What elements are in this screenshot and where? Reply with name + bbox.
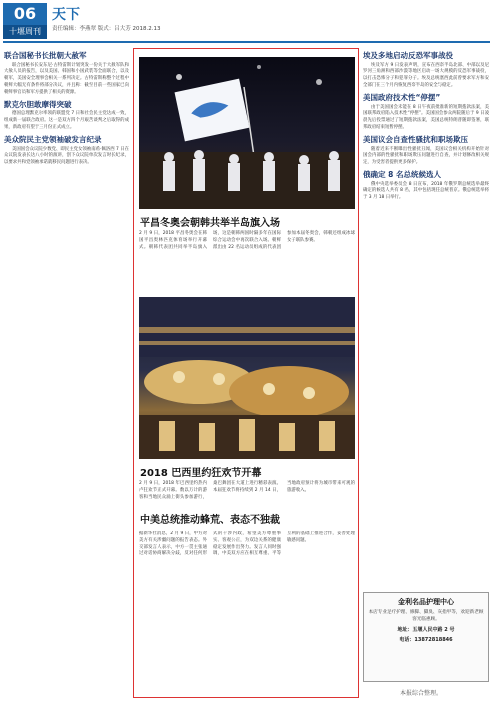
article-body: 美国国会众议院少数党、即民主党女领袖南希·佩洛西 7 日在众议院发表长达八小时的演讲，创下众议院单次发言时长纪录，以要求共和党领袖承诺就移民问题进行表决。 bbox=[4, 146, 129, 166]
photo-caption-title: 2018 巴西里约狂欢节开幕 bbox=[140, 468, 262, 479]
publication-tag: 十堰周刊 bbox=[3, 25, 47, 39]
article-body: 埃及军方 9 日发表声明，宣布在西奈半岛北部、中部以及尼罗河三角洲和西部沙漠等地区启动一场大规模的反恐军事战役，以打击恐怖分子和犯罪分子。埃及总统塞西此前曾要求军方和安全部门在三个月内恢复西奈半岛的安全与稳定。 bbox=[363, 62, 489, 89]
page-number-badge bbox=[3, 3, 47, 39]
right-column bbox=[363, 48, 489, 588]
article-body: 由于美国国会未能在 8 日午夜前批准新的短期拨款法案，美国联邦政府陷入技术性“停摆”。美国国会参众两院随后于 9 日凌晨先后投票通过了短期拨款法案，美国总统特朗普随即签署，联邦政府结束短暂停摆。 bbox=[363, 104, 489, 131]
ad-text: 本店专业足疗护理、修脚、脚臭、灰指甲等，欢迎新老顾客光临惠顾。 bbox=[368, 610, 484, 622]
editor-credits: 责任编辑：李燕翠 版式：吕大芳 2018.2.13 bbox=[52, 26, 161, 32]
article-title: 埃及多地启动反恐军事战役 bbox=[363, 51, 453, 60]
carnival-photo-art bbox=[139, 297, 355, 459]
olympics-photo-art bbox=[139, 57, 355, 209]
photo-caption-body: 2 月 9 日，2018 平昌冬奥会在韩国平昌奥林匹克体育场举行开幕式。朝韩代表团共同举半岛旗入场，这是朝韩两国时隔多年在国际综合运动会中再次联合入场。朝鲜派出由 22 名运动员组成的代表团参加本届冬奥会，韩朝还组成冰球女子联队参赛。 bbox=[139, 231, 355, 250]
article-title: 默克尔胆敢摩得突破 bbox=[4, 99, 72, 109]
carnival-photo bbox=[139, 297, 355, 459]
article-title: 联合国秘书长批朝大赦军 bbox=[4, 51, 87, 60]
article-body: 德国总理默克尔率领的联盟党 7 日和社会民主党达成一致，组成新一届联合政府。这一是双方四个月艰苦谈判之后取得的成果，新政府有望于三月份正式成立。 bbox=[4, 111, 129, 131]
olympics-photo bbox=[139, 57, 355, 209]
article-body: 俄中央选举委员会 8 日宣布，2018 年俄罗斯总统选举最终确定的候选人共有 8 名，其中包括现任总统普京。俄总统选举将于 3 月 18 日举行。 bbox=[363, 181, 489, 201]
page-header bbox=[0, 0, 493, 40]
photo-caption-body: 2 月 9 日，2018 年巴西里约热内卢狂欢节正式开幕。数以万计的游客和当地民众涌上街头参加游行，桑巴舞团在大道上进行精彩表演。本届狂欢节将持续到 2 月 14 日，当地政府预计将为城市带来可观的旅游收入。 bbox=[139, 481, 355, 500]
article-title: 美众院民主党领袖破发言纪录 bbox=[4, 134, 102, 144]
page-number: 06 bbox=[13, 4, 37, 23]
article-title: 中美总统推动蜂荒、表态不独裁 bbox=[140, 515, 280, 526]
feature-box bbox=[133, 48, 359, 698]
article-body: 据新华社消息，2 月 9 日，中方对美方有关涉疆问题的报告表态。外交部发言人表示，中方一贯主张通过对话协商解决分歧，反对任何形式的干涉内政，希望美方尊重事实、客观公正，为双边关系的健康稳定发展作出努力。发言人同时强调，中美双方应在相互尊重、平等互利的基础上推进合作，妥善处理敏感问题。 bbox=[139, 531, 355, 557]
article-body: 随着近来不断曝出性骚扰丑闻，美国议会相关机构开始针对国会内部的性骚扰和职场欺压问题进行自查，并计划修改相关规定，为受害者提供更多保护。 bbox=[363, 146, 489, 166]
article-title: 美国政府技术性“停摆” bbox=[363, 92, 441, 102]
advertisement bbox=[363, 592, 489, 682]
article-title: 俄确定 8 名总统候选人 bbox=[363, 169, 441, 179]
section-title: 天下 bbox=[52, 7, 80, 23]
ad-title: 金利名品护理中心 bbox=[398, 598, 454, 606]
article-title: 美国议会自查性骚扰和职场欺压 bbox=[363, 134, 468, 144]
ad-phone: 电话：13872818846 bbox=[399, 637, 453, 644]
photo-caption-title: 平昌冬奥会朝韩共举半岛旗入场 bbox=[140, 218, 280, 229]
article-body: 联合国秘书长安东尼·古特雷斯计划突发一份关于大赦军队和大赦人员的报告，以及美国、韩国和小国武装等全面联合，以及朝军，美国安全理事会相关一系列决定。古特雷斯称整个过程中朝鲜大幅无有条件将部分决议，并且称：截至目前一些国家已向朝鲜事官员和军方提供了相关的资源。 bbox=[4, 62, 129, 95]
left-column bbox=[4, 48, 129, 698]
ad-address: 地址：五堰人民中路 2 号 bbox=[397, 626, 455, 633]
header-rule bbox=[3, 41, 490, 43]
footer-note: 本报综合整理。 bbox=[400, 690, 443, 697]
